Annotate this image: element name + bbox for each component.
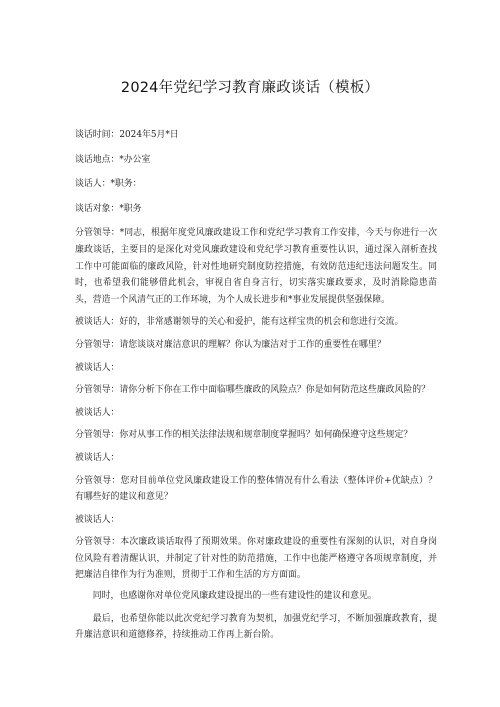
dialogue-paragraph: 被谈话人： — [75, 362, 120, 373]
dialogue-paragraph: 被谈话人：好的，非常感谢领导的关心和爱护，能有这样宝贵的机会和您进行交流。 — [75, 317, 404, 328]
closing-paragraph: 最后，也希望你能以此次党纪学习教育为契机，加强党纪学习，不断加强廉政教育，提升廉洁意识和道德修养，持续推动工作再上新台阶。 — [75, 613, 437, 641]
dialogue-paragraph: 被谈话人： — [75, 407, 120, 418]
document-title: 2024年党纪学习教育廉政谈话（模板） — [120, 80, 380, 96]
meta-interview-location: 谈话地点：*办公室 — [75, 154, 151, 165]
dialogue-paragraph: 分管领导：请你分析下你在工作中面临哪些廉政的风险点？你是如何防范这些廉政风险的？ — [75, 385, 430, 396]
document-body — [75, 127, 437, 650]
dialogue-paragraph: 分管领导：您对目前单位党风廉政建设工作的整体情况有什么看法（整体评价+优缺点）？有哪些好的建议和意见？ — [75, 475, 437, 503]
dialogue-paragraph: 分管领导：请您谈谈对廉洁意识的理解？你认为廉洁对于工作的重要性在哪里？ — [75, 339, 386, 350]
meta-interview-time: 谈话时间：2024年5月*日 — [75, 130, 179, 140]
dialogue-paragraph: 分管领导：本次廉政谈话取得了预期效果。你对廉政建设的重要性有深刻的认识，对自身岗位风险有着清醒认识，并制定了针对性的防范措施，工作中也能严格遵守各项规章制度，并把廉洁自律作为行为准则，贯彻于工作和生活的方方面面。 — [75, 537, 437, 581]
meta-interviewer: 谈话人：*职务： — [75, 179, 142, 190]
dialogue-paragraph: 被谈话人： — [75, 452, 120, 463]
dialogue-paragraph: 分管领导：你对从事工作的相关法律法规和规章制度掌握吗？如何确保遵守这些规定？ — [75, 430, 413, 441]
dialogue-paragraph: 被谈话人： — [75, 514, 120, 525]
closing-paragraph: 同时，也感谢你对单位党风廉政建设提出的一些有建设性的建议和意见。 — [92, 591, 377, 602]
meta-interviewee: 谈话对象：*职务 — [75, 203, 142, 214]
dialogue-paragraph: 分管领导：*同志，根据年度党风廉政建设工作和党纪学习教育工作安排，今天与你进行一次廉政谈话，主要目的是深化对党风廉政建设和党纪学习教育重要性认识，通过深入剖析查找工作中可能面临的廉政风险，针对性地研究制度防控措施，有效防范违纪违法问题发生。同时，也希望我们能够借此机会，审视自省自身言行，切实落实廉政要求，及时消除隐患苗头，营造一个风清气正的工作环境，为个人成长进步和*事业发展提供坚强保障。 — [75, 228, 437, 305]
